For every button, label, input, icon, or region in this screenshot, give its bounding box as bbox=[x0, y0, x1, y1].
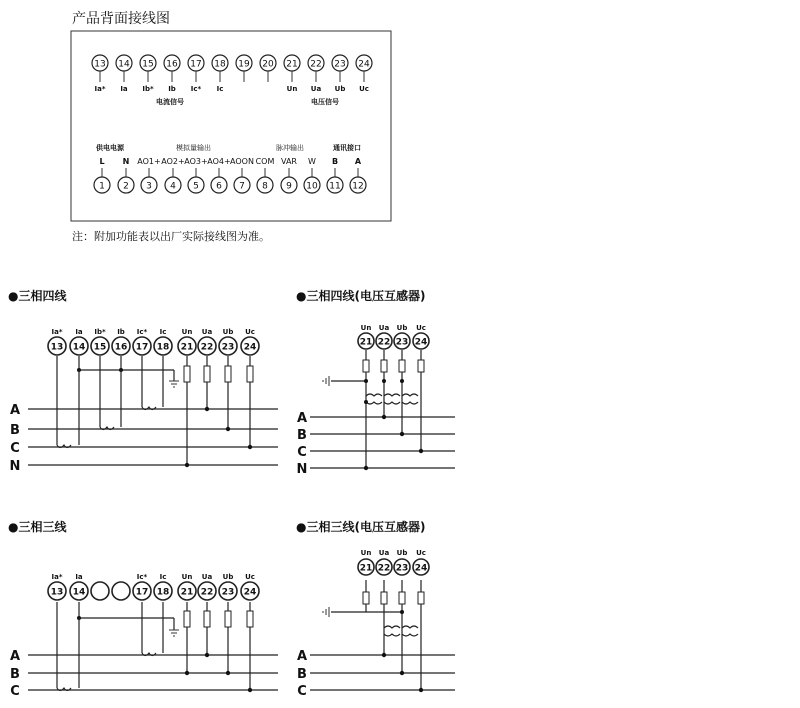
terminal-number: 5 bbox=[193, 181, 199, 192]
terminal-number: 11 bbox=[329, 181, 341, 192]
phase-label: C bbox=[297, 684, 307, 699]
terminal-number: 22 bbox=[200, 587, 214, 598]
terminal-number: 10 bbox=[306, 181, 318, 192]
terminal-label: Un bbox=[286, 85, 298, 93]
terminal-number: 22 bbox=[377, 337, 391, 348]
terminal-number: 7 bbox=[239, 181, 245, 192]
phase-label: C bbox=[10, 684, 20, 699]
diagram-3p4w-pt bbox=[297, 324, 455, 477]
terminal-number: 18 bbox=[156, 587, 170, 598]
terminal-label: B bbox=[331, 157, 339, 166]
diagram-3p3w bbox=[10, 573, 278, 699]
terminal-number: 23 bbox=[395, 563, 409, 574]
terminal-label: Ic* bbox=[136, 573, 148, 581]
terminal-number: 23 bbox=[334, 59, 346, 70]
pulse-output-label: 脉冲输出 bbox=[276, 144, 304, 152]
phase-label: A bbox=[9, 649, 21, 664]
terminal-number: 18 bbox=[156, 342, 170, 353]
phase-label: B bbox=[297, 667, 307, 682]
terminal-number: 15 bbox=[93, 342, 107, 353]
voltage-signal-label: 电压信号 bbox=[311, 98, 339, 106]
terminal-label: Ic* bbox=[190, 85, 202, 93]
terminal-number: 13 bbox=[50, 342, 64, 353]
terminal-label: Ua bbox=[201, 573, 213, 581]
terminal-number: 24 bbox=[243, 342, 257, 353]
terminal-number: 21 bbox=[359, 337, 373, 348]
terminal-number: 24 bbox=[358, 59, 370, 70]
terminal-number: 16 bbox=[166, 59, 178, 70]
comm-interface-label: 通讯接口 bbox=[333, 144, 361, 152]
terminal-label: Un bbox=[360, 549, 372, 557]
terminal-label: Ub bbox=[334, 85, 346, 93]
terminal-label: A bbox=[354, 157, 362, 166]
terminal-label: Ia* bbox=[94, 85, 106, 93]
diagram-title-3p4w: ●三相四线 bbox=[8, 289, 67, 303]
terminal-label: Ia bbox=[120, 85, 128, 93]
terminal-number: 23 bbox=[395, 337, 409, 348]
phase-label: B bbox=[10, 667, 20, 682]
terminal-number: 1 bbox=[99, 181, 105, 192]
terminal-number: 23 bbox=[221, 587, 235, 598]
terminal-label: Ia* bbox=[51, 328, 63, 336]
phase-label: N bbox=[296, 462, 308, 477]
terminal-number: 9 bbox=[286, 181, 292, 192]
terminal-number: 14 bbox=[118, 59, 130, 70]
terminal-number: 19 bbox=[238, 59, 250, 70]
terminal-label: Ub bbox=[396, 324, 408, 332]
terminal-number: 8 bbox=[262, 181, 268, 192]
power-supply-label: 供电电源 bbox=[96, 144, 124, 152]
terminal-circle bbox=[112, 582, 130, 600]
diagram-title-3p4w-pt: ●三相四线(电压互感器) bbox=[296, 289, 426, 303]
terminal-label: Un bbox=[360, 324, 372, 332]
terminal-label: Ua bbox=[201, 328, 213, 336]
terminal-label: Ib bbox=[117, 328, 125, 336]
terminal-number: 15 bbox=[142, 59, 154, 70]
terminal-number: 24 bbox=[414, 563, 428, 574]
terminal-label: Ib* bbox=[142, 85, 154, 93]
terminal-number: 13 bbox=[50, 587, 64, 598]
terminal-label: W bbox=[308, 157, 316, 166]
terminal-number: 21 bbox=[359, 563, 373, 574]
terminal-number: 23 bbox=[221, 342, 235, 353]
terminal-label: Ub bbox=[222, 573, 234, 581]
terminal-label: Uc bbox=[416, 324, 426, 332]
terminal-number: 16 bbox=[114, 342, 128, 353]
analog-output-label: 模拟量输出 bbox=[176, 144, 211, 152]
terminal-number: 20 bbox=[262, 59, 274, 70]
terminal-label: Ua bbox=[378, 324, 390, 332]
top-terminal-row bbox=[92, 55, 372, 93]
terminal-number: 22 bbox=[310, 59, 322, 70]
terminal-label: Ic bbox=[159, 328, 167, 336]
terminal-label: AO2+ bbox=[161, 157, 185, 166]
terminal-label: Ic bbox=[216, 85, 224, 93]
note-text: 注：附加功能表以出厂实际接线图为准。 bbox=[72, 230, 270, 243]
terminal-label: L bbox=[99, 157, 105, 166]
terminal-number: 18 bbox=[214, 59, 226, 70]
phase-label: B bbox=[297, 428, 307, 443]
terminal-label: Uc bbox=[416, 549, 426, 557]
phase-label: A bbox=[296, 649, 308, 664]
terminal-number: 17 bbox=[135, 587, 149, 598]
terminal-label: AO3+ bbox=[184, 157, 208, 166]
terminal-label: Ua bbox=[310, 85, 322, 93]
terminal-label: AO4+ bbox=[207, 157, 231, 166]
phase-label: C bbox=[10, 441, 20, 456]
bottom-terminal-row bbox=[94, 157, 366, 193]
terminal-label: VAR bbox=[281, 157, 297, 166]
terminal-label: Ia* bbox=[51, 573, 63, 581]
terminal-label: AOON bbox=[230, 157, 254, 166]
terminal-number: 6 bbox=[216, 181, 222, 192]
terminal-label: Ub bbox=[396, 549, 408, 557]
phase-label: A bbox=[9, 403, 21, 418]
terminal-label: Ia bbox=[75, 573, 83, 581]
terminal-label: Ic bbox=[159, 573, 167, 581]
terminal-number: 22 bbox=[377, 563, 391, 574]
terminal-label: Uc bbox=[359, 85, 369, 93]
terminal-label: Uc bbox=[245, 573, 255, 581]
terminal-label: COM bbox=[255, 157, 275, 166]
terminal-label: Ua bbox=[378, 549, 390, 557]
terminal-number: 22 bbox=[200, 342, 214, 353]
terminal-label: Ib* bbox=[94, 328, 106, 336]
terminal-label: Ib bbox=[168, 85, 176, 93]
diagram-title-3p3w: ●三相三线 bbox=[8, 520, 67, 534]
terminal-label: Uc bbox=[245, 328, 255, 336]
diagram-3p4w bbox=[10, 328, 278, 474]
diagram-3p3w-pt bbox=[297, 549, 455, 699]
terminal-label: Ub bbox=[222, 328, 234, 336]
terminal-number: 4 bbox=[170, 181, 176, 192]
terminal-number: 3 bbox=[146, 181, 152, 192]
phase-label: A bbox=[296, 411, 308, 426]
terminal-label: Ia bbox=[75, 328, 83, 336]
terminal-label: Ic* bbox=[136, 328, 148, 336]
terminal-label: Un bbox=[181, 573, 193, 581]
terminal-number: 12 bbox=[352, 181, 364, 192]
terminal-number: 14 bbox=[72, 342, 86, 353]
terminal-number: 14 bbox=[72, 587, 86, 598]
current-signal-label: 电流信号 bbox=[156, 98, 184, 106]
terminal-number: 2 bbox=[123, 181, 129, 192]
phase-label: N bbox=[9, 459, 21, 474]
terminal-label: N bbox=[122, 157, 130, 166]
terminal-label: Un bbox=[181, 328, 193, 336]
terminal-number: 21 bbox=[286, 59, 298, 70]
terminal-number: 21 bbox=[180, 342, 194, 353]
terminal-label: AO1+ bbox=[137, 157, 161, 166]
terminal-number: 17 bbox=[190, 59, 202, 70]
terminal-circle bbox=[91, 582, 109, 600]
page-title: 产品背面接线图 bbox=[72, 11, 170, 27]
terminal-number: 24 bbox=[414, 337, 428, 348]
terminal-number: 17 bbox=[135, 342, 149, 353]
phase-label: B bbox=[10, 423, 20, 438]
terminal-number: 13 bbox=[94, 59, 106, 70]
diagram-title-3p3w-pt: ●三相三线(电压互感器) bbox=[296, 520, 426, 534]
phase-label: C bbox=[297, 445, 307, 460]
terminal-number: 21 bbox=[180, 587, 194, 598]
terminal-number: 24 bbox=[243, 587, 257, 598]
